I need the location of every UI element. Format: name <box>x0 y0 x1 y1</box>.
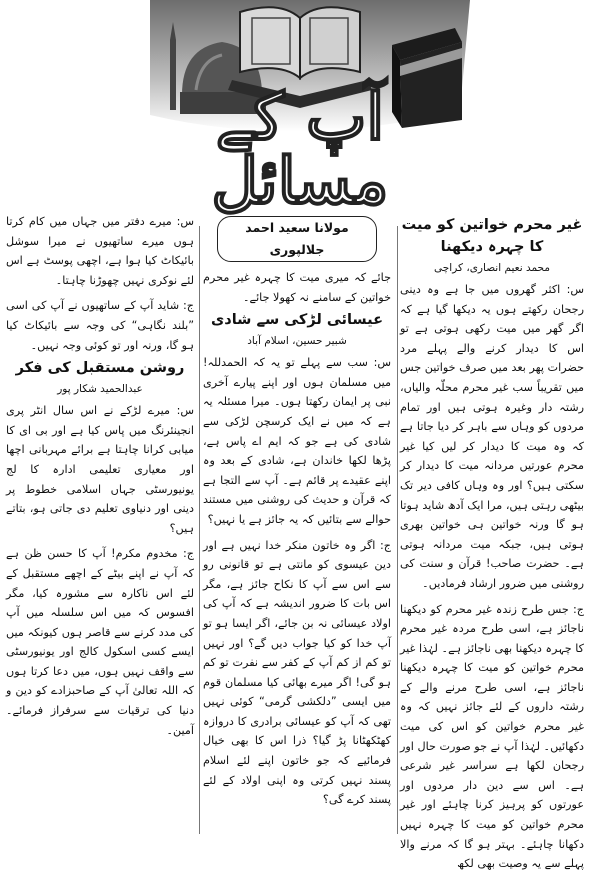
question-paragraph: س: میرے لڑکے نے اس سال انٹر پری انجینئرنگ میں پاس کیا ہے اور بی ای کا میابی کرانا چاہتا ہے برائے مہربانی اچھا اور معیاری تعلیمی ادارہ کا لج یونیورسٹی جہاں اسلامی خطوط پر دینی اور دنیاوی تعلیم دی جاتی ہو، بتاتے ہیں؟ <box>6 404 194 535</box>
column-middle <box>203 212 391 841</box>
header-banner <box>0 0 590 219</box>
answer-paragraph: ج: جس طرح زندہ غیر محرم کو دیکھنا ناجائز ہے، اسی طرح مردہ غیر محرم کا چہرہ دیکھنا بھی ناجائز ہے۔ لہٰذا غیر محرم خواتین کو میت کا چہرہ دیکھنا ناجائز ہے، اسی طرح مرنے والے کے رشتہ داروں کے لئے جائز نہیں کہ وہ غیر محرم خواتین کو اس کی میت دکھائیں۔ لہٰذا آپ نے جو صورت حال اور رجحان لکھا ہے سراسر غیر شرعی ہے۔ اس سے دین دار مردوں اور عورتوں کو پرہیز کرنا چاہئے اور غیر محرم خواتین کو میت کا چہرہ نہیں دکھانا چاہئے۔ بہتر ہو گا کہ مرنے والا پہلے سے یہ وصیت بھی لکھ <box>400 602 584 871</box>
page-title: آپ کے مسائل <box>211 80 389 219</box>
author-name: مولانا سعید احمد جلالپوری <box>217 216 377 262</box>
article-byline: شبیر حسین، اسلام آباد <box>247 335 347 348</box>
column-left <box>6 212 194 841</box>
question-paragraph: س: اکثر گھروں میں جا ہے وہ دینی رجحان رکھتے ہوں یہ دیکھا گیا ہے کہ اگر گھر میں میت رکھی ہوتی ہے تو اس کا دیدار کرنے والے پہلے مرد حضرات پھر بعد میں صرف خواتین جس میں تقریباً سب غیر محرم محلّہ والیاں، رشتہ دار وغیرہ ہوتی ہیں اور تمام مردوں کو وہاں سے باہر کر دیا جاتا ہے کہ وہ میت کا دیدار کر لیں کیا غیر محرم عورتیں مردانہ میت کا دیدار کر سکتی ہیں؟ اور وہ وہاں کافی دیر تک بیٹھی رہتی ہیں، مرا ایک آدھ شاید ہوتا ہو گا ورنہ خواتین ہی خواتین بھری ہوتی ہیں، جبکہ میت مردانہ ہوتی ہے۔ حضرت صاحب! قرآن و سنت کی روشنی میں ضرور ارشاد فرمادیں۔ <box>400 283 584 590</box>
article-heading: عیسائی لڑکی سے شادی <box>210 312 384 329</box>
answer-paragraph: ج: مخدوم مکرم! آپ کا حسن ظن ہے کہ آپ نے اپنے بیٹے کے اچھے مستقبل کے لئے اس ناکارہ سے مشورہ کیا، مگر افسوس کہ میں اس سلسلہ میں آپ کی مدد کرنے سے قاصر ہوں کیونکہ میں ایسے کسی اسکول کالج اور یونیورسٹی سے واقف نہیں ہوں، میں دعا کرتا ہوں کہ اللہ تعالیٰ آپ کے صاحبزادے کو دین و دنیا کی ترقیات سے سرفراز فرمائے۔ آمین۔ <box>6 547 194 737</box>
article-heading: غیر محرم خواتین کو میت کا چہرہ دیکھنا <box>401 217 583 255</box>
answer-paragraph: ج: شاید آپ کے ساتھیوں نے آپ کی اسی ”بلند نگاہی“ کی وجہ سے بائیکاٹ کیا ہو گا، ورنہ اور تو کوئی وجہ نہیں۔ <box>6 299 194 352</box>
question-paragraph: س: میرے دفتر میں جہاں میں کام کرتا ہوں میرے ساتھیوں نے میرا سوشل بائیکاٹ کیا ہوا ہے، اچھی پوسٹ ہے اس لئے نوکری نہیں چھوڑنا چاہتا۔ <box>6 215 194 287</box>
article-byline: عبدالحمید شکار پور <box>57 383 143 396</box>
article-columns <box>0 212 590 871</box>
article-heading: روشن مستقبل کی فکر <box>15 360 185 377</box>
article-byline: محمد نعیم انصاری، کراچی <box>434 262 550 274</box>
answer-paragraph: ج: اگر وہ خاتون منکر خدا نہیں ہے اور دین عیسوی کو مانتی ہے تو قانونی رو سے اس سے آپ کا نکاح جائز ہے، مگر اس بات کا ضرور اندیشہ ہے کہ آپ کی اولاد عیسائی نہ بن جائے، اگر ایسا ہو تو آپ خدا کو کیا جواب دیں گے؟ اور نہیں تو کم از کم آپ کے کفر سے نفرت تو کم ہو گی! اگر میرے بھائی کیا مسلمان قوم میں ایسی ”دلکشی گرمی“ کوئی نہیں تھی کہ آپ کو عیسائی برادری کا دروازہ کھٹکھٹانا پڑ گیا؟ ذرا اس کا بھی خیال فرمائیے کہ جو خاتون اپنے لئے اسلام پسند نہیں کرتی وہ اپنی اولاد کے لئے پسند کرے گی؟ <box>203 538 391 807</box>
continued-text: جائے کہ میری میت کا چہرہ غیر محرم خواتین کے سامنے نہ کھولا جائے۔ <box>203 271 391 304</box>
question-paragraph: س: سب سے پہلے تو یہ کہ الحمدللہ! میں مسلمان ہوں اور اپنے پیارے آخری نبی پر ایمان رکھتا ہوں۔ میرا مسئلہ یہ ہے کہ میں نے ایک کرسچن لڑکی سے شادی کی ہے جو کہ ایم اے پاس ہے، پڑھا لکھا خاندان ہے، شادی کے بعد وہ اپنے عقیدے پر قائم ہے۔ آپ سے التجا ہے کہ قرآن و حدیث کی روشنی میں مستند حوالے سے بتائیں کہ یہ جائز ہے یا نہیں؟ <box>203 356 391 526</box>
column-right <box>400 212 584 871</box>
